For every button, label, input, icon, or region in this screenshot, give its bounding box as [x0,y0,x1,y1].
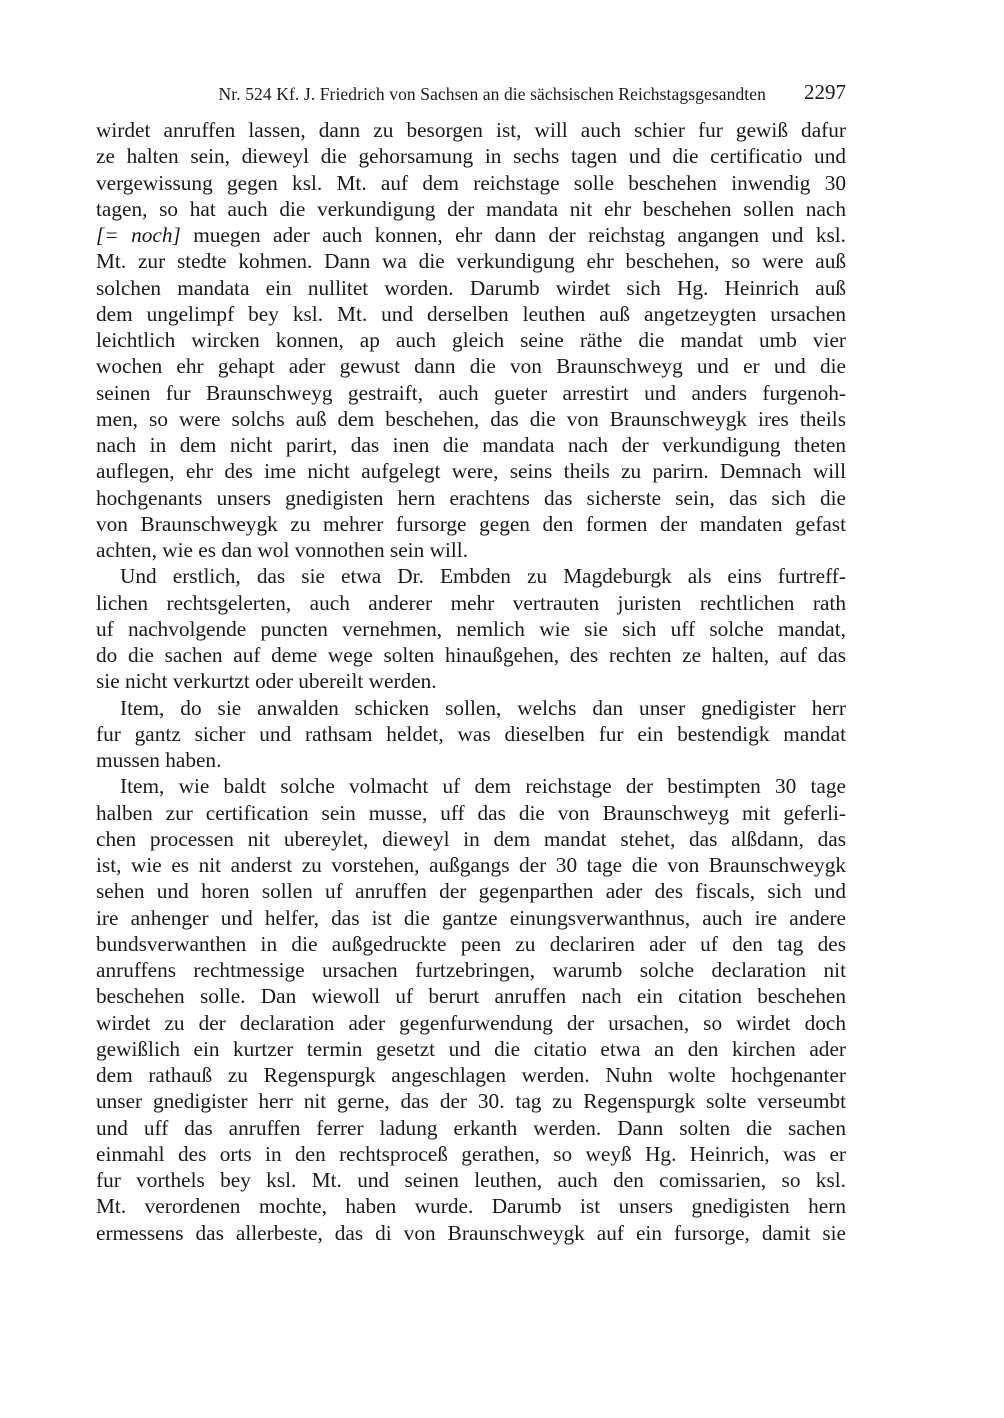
text-line: gewißlich ein kurtzer termin gesetzt und die citatio etwa an den kirchen ader [96,1036,846,1061]
text-line: men, so were solchs auß dem beschehen, das die von Braunschweygk ires theils [96,406,846,431]
text-line: und uff das anruffen ferrer ladung erkanth werden. Dann solten die sachen [96,1115,846,1140]
text-line: Mt. verordenen mochte, haben wurde. Darumb ist unsers gnedigisten hern [96,1194,846,1219]
text-line: hochgenants unsers gnedigisten hern erachtens das sicherste sein, das sich die [96,485,846,510]
text-line: wochen ehr gehapt ader gewust dann die von Braunschweyg und er und die [96,354,846,379]
header-title: Nr. 524 Kf. J. Friedrich von Sachsen an die sächsischen Reichstagsgesandten [218,84,766,104]
text-line: leichtlich wircken konnen, ap auch gleich seine räthe die mandat umb vier [96,328,846,352]
text-line: einmahl des orts in den rechtsproceß gerathen, so weyß Hg. Heinrich, was er [96,1141,846,1166]
text-line: tagen, so hat auch die verkundigung der mandata nit ehr beschehen sollen nach [96,196,846,221]
text-line-rest: muegen ader auch konnen, ehr dann der reichstag angangen und ksl. [193,223,846,247]
text-line: ire anhenger und helfer, das ist die gantze einungsverwanthnus, auch ire andere [96,905,846,930]
text-line: wirdet zu der declaration ader gegenfurwendung der ursachen, so wirdet doch [96,1010,846,1035]
text-line: von Braunschweygk zu mehrer fursorge gegen den formen der mandaten gefast [96,511,846,536]
text-line: seinen fur Braunschweyg gestraift, auch gueter arrestirt und anders furgenoh- [96,380,846,405]
text-line: sehen und horen sollen uf anruffen der gegenparthen ader des fiscals, sich und [96,879,846,904]
text-line: anruffens rechtmessige ursachen furtzebringen, warumb solche declaration nit [96,958,846,982]
editorial-note: [= noch] [96,223,181,247]
text-line-with-note [96,222,846,248]
text-line: unser gnedigister herr nit gerne, das der 30. tag zu Regenspurgk solte verseumbt [96,1089,846,1114]
text-line: ist, wie es nit anderst zu vorstehen, außgangs der 30 tage die von Braunschweygk [96,853,846,877]
text-line: fur gantz sicher und rathsam heldet, was dieselben fur ein bestendigk mandat [96,721,846,746]
text-line: Und erstlich, das sie etwa Dr. Embden zu Magdeburgk als eins furtreff- [120,564,846,589]
text-line: chen processen nit ubereylet, dieweyl in dem mandat stehet, das alßdann, das [96,826,846,851]
text-line: vergewissung gegen ksl. Mt. auf dem reichstage solle beschehen inwendig 30 [96,170,846,195]
text-line: mussen haben. [96,748,222,772]
text-line: auflegen, ehr des ime nicht aufgelegt were, seins theils zu parirn. Demnach will [96,459,846,484]
text-line: halben zur certification sein musse, uff das die von Braunschweyg mit geferli- [96,800,846,825]
text-line: nach in dem nicht parirt, das inen die mandata nach der verkundigung theten [96,433,846,457]
text-line: wirdet anruffen lassen, dann zu besorgen ist, will auch schier fur gewiß dafur [96,118,846,142]
text-line: Item, wie baldt solche volmacht uf dem reichstage der bestimpten 30 tage [120,774,846,799]
text-line: ermessens das allerbeste, das di von Braunschweygk auf ein fursorge, damit sie [96,1220,846,1245]
text-line: ze halten sein, dieweyl die gehorsamung in sechs tagen und die certificatio und [96,144,846,169]
text-line: Mt. zur stedte kohmen. Dann wa die verkundigung ehr beschehen, so were auß [96,249,846,274]
text-line: uf nachvolgende puncten vernehmen, nemlich wie sie sich uff solche mandat, [96,616,846,641]
text-line: lichen rechtsgelerten, auch anderer mehr vertrauten juristen rechtlichen rath [96,590,846,615]
text-line: achten, wie es dan wol vonnothen sein will. [96,538,469,562]
text-line: solchen mandata ein nullitet worden. Darumb wirdet sich Hg. Heinrich auß [96,275,846,300]
text-line: dem rathauß zu Regenspurgk angeschlagen werden. Nuhn wolte hochgenanter [96,1063,846,1087]
text-line: sie nicht verkurtzt oder ubereilt werden. [96,669,437,694]
text-line: beschehen solle. Dan wiewoll uf berurt anruffen nach ein citation beschehen [96,984,846,1009]
text-line: do die sachen auf deme wege solten hinaußgehen, des rechten ze halten, auf das [96,643,846,667]
text-line: fur vorthels bey ksl. Mt. und seinen leuthen, auch den comissarien, so ksl. [96,1168,846,1192]
text-line: dem ungelimpf bey ksl. Mt. und derselben leuthen auß angetzeygten ursachen [96,301,846,326]
body-text [96,117,846,1246]
text-line: Item, do sie anwalden schicken sollen, welchs dan unser gnedigister herr [120,695,846,720]
page-number: 2297 [804,80,846,104]
running-header [96,80,846,110]
text-line: bundsverwanthen in die außgedruckte peen zu declariren ader uf den tag des [96,931,846,956]
